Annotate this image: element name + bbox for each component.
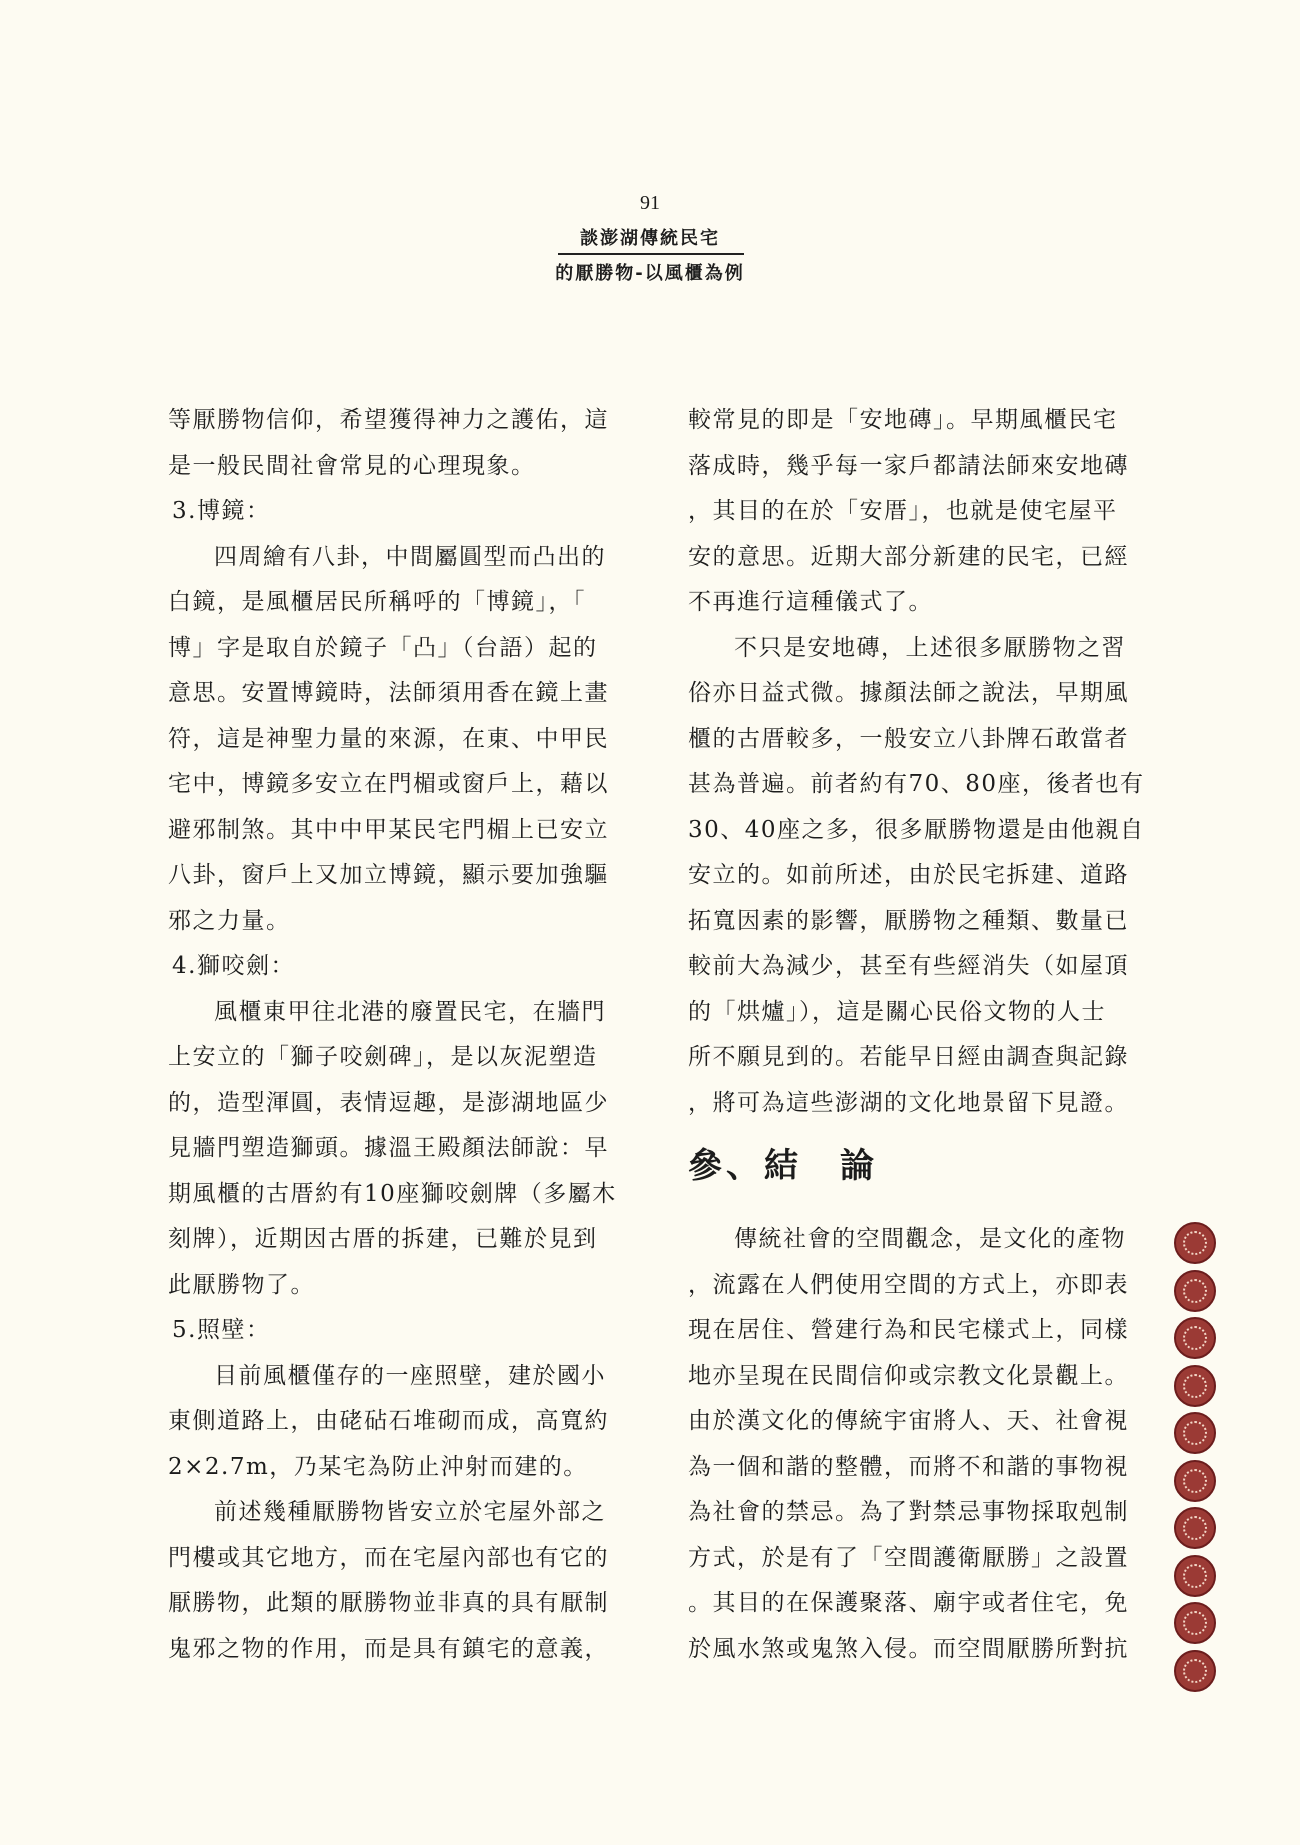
text-line: 櫃的古厝較多，一般安立八卦牌石敢當者 xyxy=(688,725,1129,752)
text-line: ，其目的在於「安厝」，也就是使宅屋平 xyxy=(688,498,1118,524)
text-line: 鬼邪之物的作用，而是具有鎮宅的意義， xyxy=(168,1635,609,1662)
text-line: 不只是安地磚，上述很多厭勝物之習 xyxy=(734,634,1126,661)
text-line: 落成時，幾乎每一家戶都請法師來安地磚 xyxy=(688,452,1129,479)
text-line: 厭勝物，此類的厭勝物並非真的具有厭制 xyxy=(168,1590,609,1616)
text-line: 為社會的禁忌。為了對禁忌事物採取剋制 xyxy=(688,1499,1129,1525)
text-line: 目前風櫃僅存的一座照壁，建於國小 xyxy=(214,1362,606,1389)
text-line: 宅中，博鏡多安立在門楣或窗戶上，藉以 xyxy=(168,771,609,797)
round-seal-icon xyxy=(1174,1317,1216,1359)
text-line: 等厭勝物信仰，希望獲得神力之護佑，這 xyxy=(168,407,609,433)
running-header-subtitle: 的厭勝物-以風櫃為例 xyxy=(555,263,745,284)
subsection-heading: 3.博鏡： xyxy=(172,498,271,524)
round-seal-icon xyxy=(1174,1365,1216,1407)
subsection-heading: 5.照壁： xyxy=(172,1317,271,1343)
text-line: 符，這是神聖力量的來源，在東、中甲民 xyxy=(168,725,609,752)
text-line: 四周繪有八卦，中間屬圓型而凸出的 xyxy=(214,543,606,570)
text-line: 意思。安置博鏡時，法師須用香在鏡上畫 xyxy=(168,680,609,706)
text-line: 前述幾種厭勝物皆安立於宅屋外部之 xyxy=(214,1499,606,1525)
round-seal-icon xyxy=(1174,1270,1216,1312)
right-text-column xyxy=(688,398,1148,1672)
round-seal-icon xyxy=(1174,1507,1216,1549)
text-line: 門樓或其它地方，而在宅屋內部也有它的 xyxy=(168,1544,609,1571)
text-line: 東側道路上，由硓砧石堆砌而成，高寬約 xyxy=(168,1408,609,1434)
text-line: 上安立的「獅子咬劍碑」，是以灰泥塑造 xyxy=(168,1044,598,1070)
text-line: 傳統社會的空間觀念，是文化的產物 xyxy=(734,1226,1126,1252)
text-line: 較前大為減少，甚至有些經消失（如屋頂 xyxy=(688,953,1129,979)
text-line: 安的意思。近期大部分新建的民宅，已經 xyxy=(688,543,1129,570)
text-line: 八卦，窗戶上又加立博鏡，顯示要加強驅 xyxy=(168,862,609,888)
decorative-seal-strip xyxy=(1173,1222,1217,1692)
text-line: 是一般民間社會常見的心理現象。 xyxy=(168,452,536,479)
header-divider xyxy=(558,253,744,255)
text-line: 期風櫃的古厝約有10座獅咬劍牌（多屬木 xyxy=(168,1180,617,1207)
section-heading: 參、結 論 xyxy=(688,1146,878,1186)
text-line: 地亦呈現在民間信仰或宗教文化景觀上。 xyxy=(688,1362,1129,1389)
round-seal-icon xyxy=(1174,1460,1216,1502)
text-line: 所不願見到的。若能早日經由調查與記錄 xyxy=(688,1044,1129,1070)
text-line: 風櫃東甲往北港的廢置民宅，在牆門 xyxy=(214,998,606,1025)
text-line: 避邪制煞。其中中甲某民宅門楣上已安立 xyxy=(168,816,609,843)
text-line: 白鏡，是風櫃居民所稱呼的「博鏡」，「 xyxy=(168,589,586,615)
text-line: ，流露在人們使用空間的方式上，亦即表 xyxy=(688,1271,1129,1298)
round-seal-icon xyxy=(1174,1650,1216,1692)
text-line: 現在居住、營建行為和民宅樣式上，同樣 xyxy=(688,1317,1129,1343)
left-text-column xyxy=(168,398,628,1672)
page-number: 91 xyxy=(640,192,660,214)
round-seal-icon xyxy=(1174,1222,1216,1264)
round-seal-icon xyxy=(1174,1412,1216,1454)
text-line: 不再進行這種儀式了。 xyxy=(688,589,933,615)
round-seal-icon xyxy=(1174,1555,1216,1597)
text-line: 30、40座之多，很多厭勝物還是由他親自 xyxy=(688,816,1145,843)
text-line: 較常見的即是「安地磚」。早期風櫃民宅 xyxy=(688,407,1118,433)
text-line: 為一個和諧的整體，而將不和諧的事物視 xyxy=(688,1453,1129,1480)
text-line: 甚為普遍。前者約有70、80座，後者也有 xyxy=(688,771,1145,797)
text-line: 博」字是取自於鏡子「凸」（台語）起的 xyxy=(168,634,598,661)
text-line: 的，造型渾圓，表情逗趣，是澎湖地區少 xyxy=(168,1089,609,1116)
text-line: 見牆門塑造獅頭。據溫王殿顏法師說：早 xyxy=(168,1135,609,1161)
text-line: 刻牌），近期因古厝的拆建，已難於見到 xyxy=(168,1226,598,1252)
text-line: 。其目的在保護聚落、廟宇或者住宅，免 xyxy=(688,1590,1129,1616)
text-line: 此厭勝物了。 xyxy=(168,1271,315,1298)
text-line: ，將可為這些澎湖的文化地景留下見證。 xyxy=(688,1089,1129,1116)
text-line: 俗亦日益式微。據顏法師之說法，早期風 xyxy=(688,680,1129,706)
text-line: 2×2.7m，乃某宅為防止沖射而建的。 xyxy=(168,1453,588,1480)
round-seal-icon xyxy=(1174,1602,1216,1644)
running-header-title: 談澎湖傳統民宅 xyxy=(580,228,720,249)
text-line: 拓寬因素的影響，厭勝物之種類、數量已 xyxy=(688,907,1129,934)
text-line: 由於漢文化的傳統宇宙將人、天、社會視 xyxy=(688,1408,1129,1434)
subsection-heading: 4.獅咬劍： xyxy=(172,953,295,979)
text-line: 方式，於是有了「空間護衛厭勝」之設置 xyxy=(688,1544,1129,1571)
text-line: 安立的。如前所述，由於民宅拆建、道路 xyxy=(688,862,1129,888)
text-line: 的「烘爐」），這是關心民俗文物的人士 xyxy=(688,998,1106,1025)
text-line: 邪之力量。 xyxy=(168,907,291,934)
text-line: 於風水煞或鬼煞入侵。而空間厭勝所對抗 xyxy=(688,1635,1129,1662)
